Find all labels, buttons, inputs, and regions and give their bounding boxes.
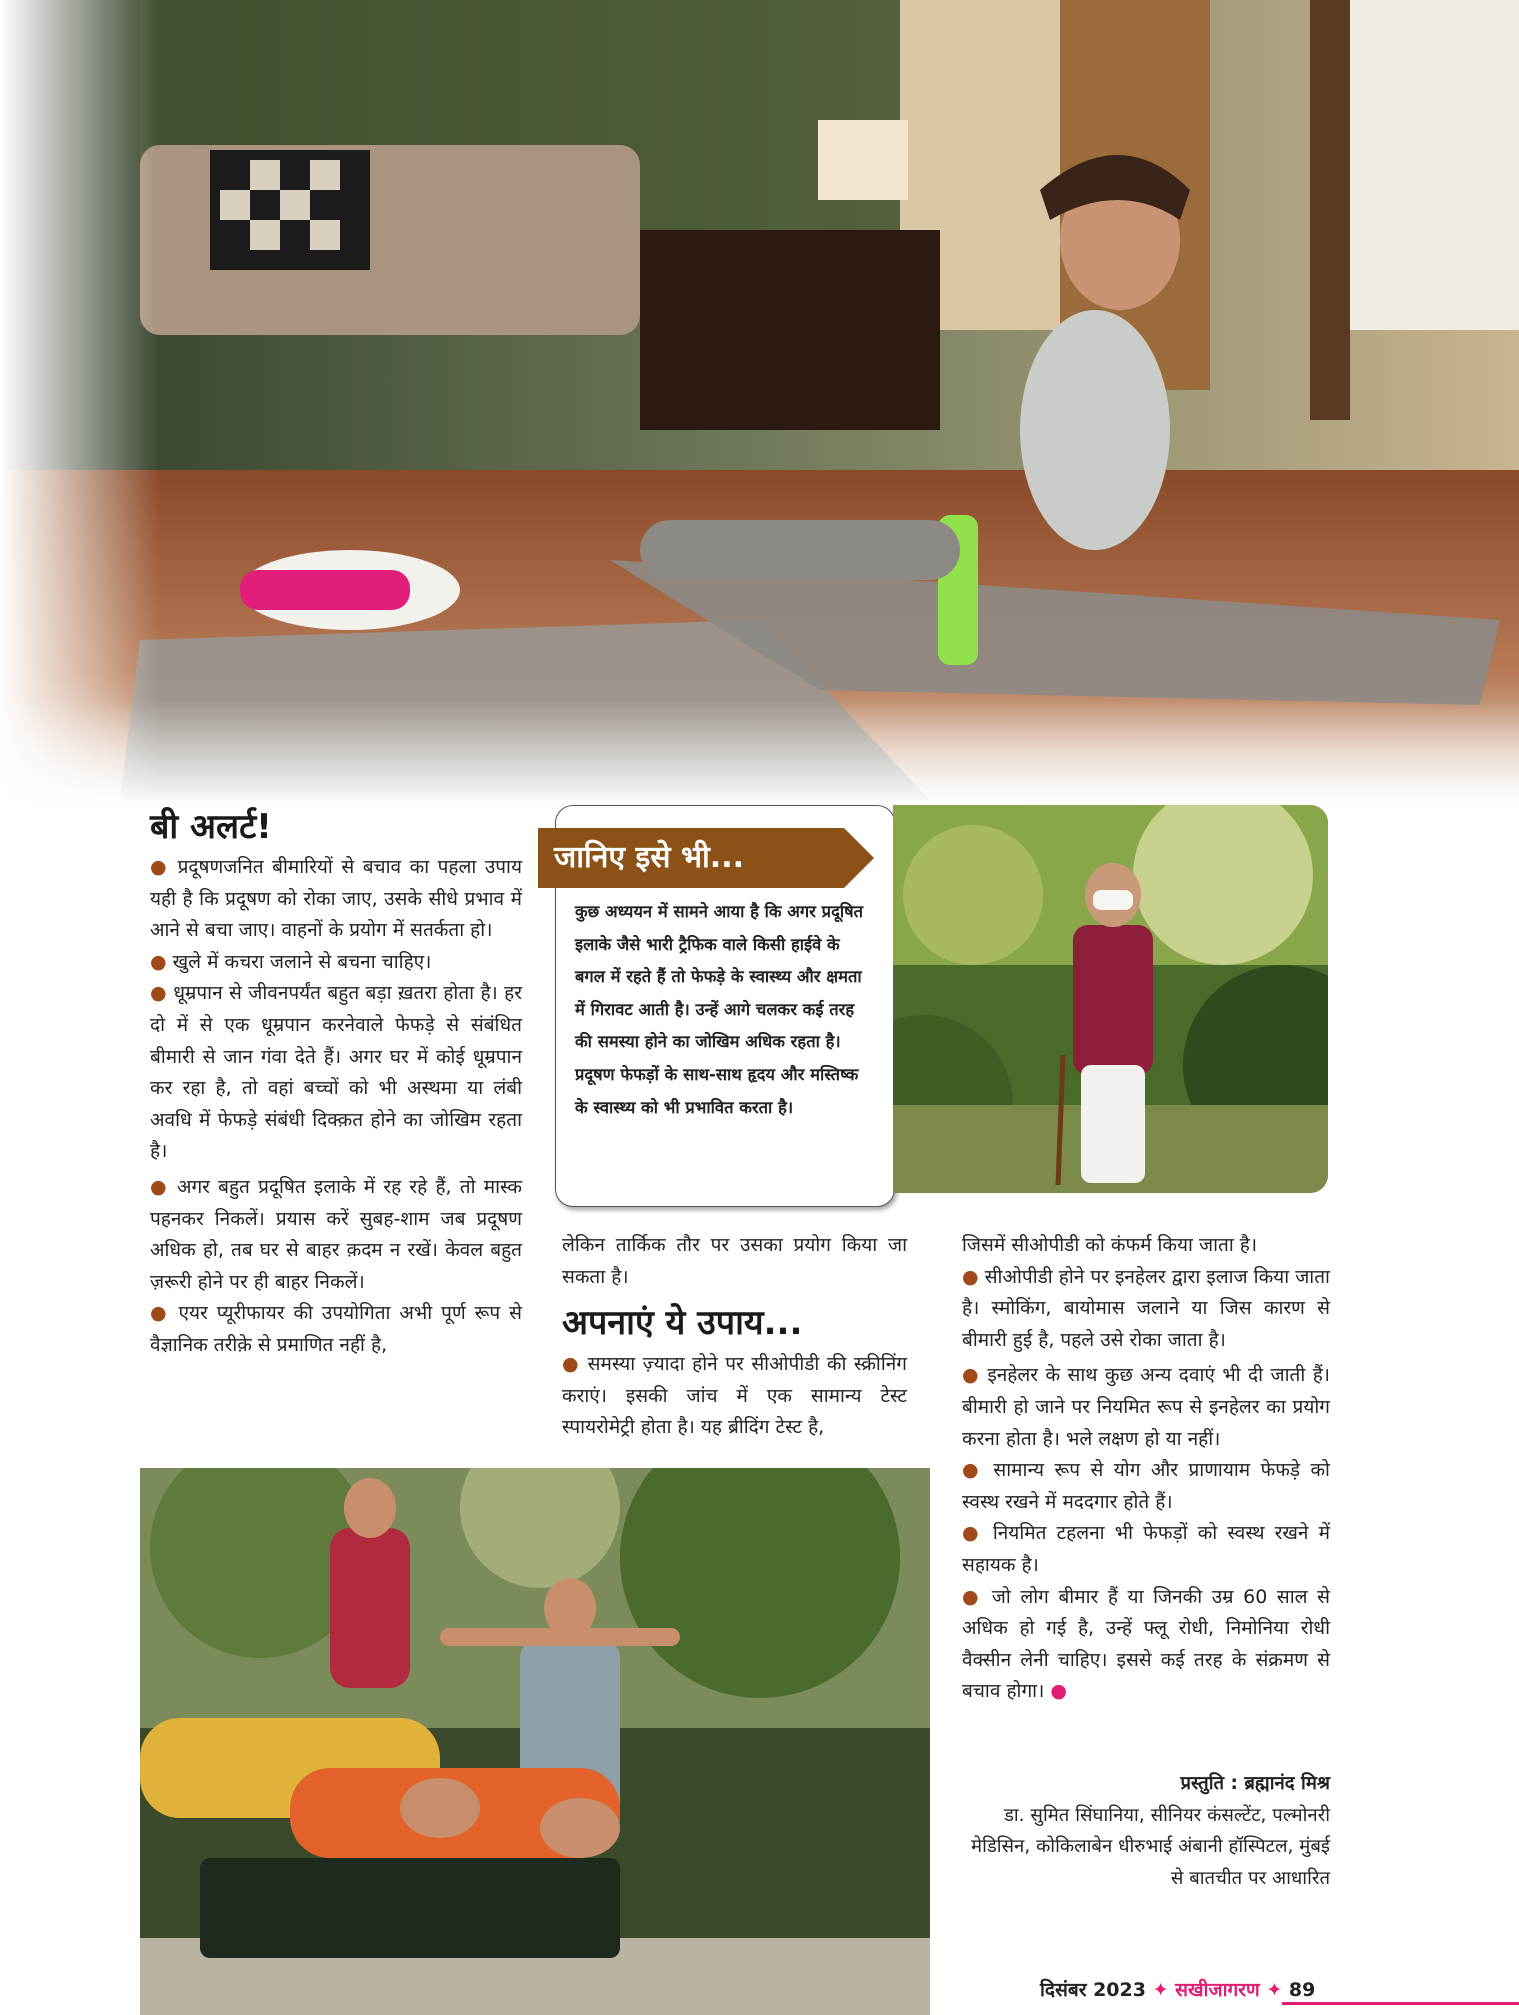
bullet-icon: ● [962, 1364, 980, 1387]
list-item: ● जो लोग बीमार हैं या जिनकी उम्र 60 साल से अधिक हो गई है, उन्हें फ्लू रोधी, निमोनिया रोधी वैक्सीन लेनी चाहिए। इससे कई तरह के संक्रमण से बचाव होगा। ● [962, 1585, 1330, 1703]
list-item: ● प्रदूषणजनित बीमारियों से बचाव का पहला उपाय यही है कि प्रदूषण को रोका जाए, उसके सीधे प्रभाव में आने से बचा जाए। वाहनों के प्रयोग में सतर्कता हो। [150, 856, 522, 942]
bullet-icon: ● [150, 982, 167, 1005]
info-box-text: कुछ अध्ययन में सामने आया है कि अगर प्रदूषित इलाके जैसे भारी ट्रैफिक वाले किसी हाईवे के बगल में रहते हैं तो फेफड़े के स्वास्थ्य और क्षमता में गिरावट आती है। उन्हें आगे चलकर कई तरह की समस्या होने का जोखिम अधिक रहता है। प्रदूषण फेफड़ों के साथ-साथ हृदय और मस्तिष्क के स्वास्थ्य को भी प्रभावित करता है। [575, 902, 864, 1117]
credit-block [960, 1768, 1330, 1894]
bullet-icon: ● [962, 1522, 983, 1545]
info-box-tag: जानिए इसे भी... [538, 828, 844, 888]
star-icon: ✦ [1152, 1979, 1169, 2001]
middle-column [562, 1230, 907, 1444]
page-number: 89 [1288, 1979, 1316, 2001]
bullet-icon: ● [150, 1175, 169, 1198]
footer-rule [1282, 2002, 1519, 2005]
footer-month: दिसंबर 2023 [1040, 1979, 1146, 2001]
credit-presenter: प्रस्तुति : ब्रह्मानंद मिश्र [1180, 1773, 1330, 1794]
list-item: ● सामान्य रूप से योग और प्राणायाम फेफड़े को स्वस्थ रखने में मददगार होते हैं। [962, 1459, 1330, 1513]
right-column [962, 1230, 1330, 1708]
photo-park-exercise [140, 1468, 930, 2015]
photo-masked-man [893, 805, 1328, 1193]
list-item: ● अगर बहुत प्रदूषित इलाके में रह रहे हैं, तो मास्क पहनकर निकलें। प्रयास करें सुबह-शाम जब प्रदूषण अधिक हो, तब घर से बाहर क़दम न रखें। केवल बहुत ज़रूरी होने पर ही बाहर निकलें। [150, 1175, 522, 1293]
end-mark-icon: ● [1050, 1680, 1067, 1703]
continued-text: लेकिन तार्किक तौर पर उसका प्रयोग किया जा सकता है। [562, 1234, 907, 1288]
list-item: ● खुले में कचरा जलाने से बचना चाहिए। [150, 950, 432, 973]
brand-name-a: सखी [1175, 1979, 1209, 2001]
bullet-icon: ● [562, 1353, 581, 1376]
star-icon: ✦ [1266, 1979, 1283, 2001]
list-item: ● धूम्रपान से जीवनपर्यंत बहुत बड़ा ख़तरा होता है। हर दो में से एक धूम्रपान करनेवाले फेफड़े से संबंधित बीमारी से जान गंवा देते हैं। अगर घर में कोई धूम्रपान कर रहा है, तो वहां बच्चों को भी अस्थमा या लंबी अवधि में फेफड़े संबंधी दिक्क़त होने का जोखिम रहता है। [150, 982, 522, 1163]
bullet-icon: ● [150, 1302, 170, 1325]
page-footer [1040, 1976, 1340, 2002]
continued-text: जिसमें सीओपीडी को कंफर्म किया जाता है। [962, 1234, 1258, 1256]
bullet-icon: ● [962, 1265, 979, 1288]
alert-heading: बी अलर्ट! [150, 807, 272, 847]
bullet-icon: ● [962, 1585, 983, 1608]
list-item: ● समस्या ज़्यादा होने पर सीओपीडी की स्क्रीनिंग कराएं। इसकी जांच में एक सामान्य टेस्ट स्पायरोमेट्री होता है। यह ब्रीदिंग टेस्ट है, [562, 1353, 907, 1439]
hero-photo-yoga [0, 0, 1519, 808]
list-item: ● सीओपीडी होने पर इनहेलर द्वारा इलाज किया जाता है। स्मोकिंग, बायोमास जलाने या जिस कारण से बीमारी हुई है, पहले उसे रोका जाता है। [962, 1265, 1330, 1351]
bullet-icon: ● [150, 950, 167, 973]
list-item: ● इनहेलर के साथ कुछ अन्य दवाएं भी दी जाती हैं। बीमारी हो जाने पर नियमित रूप से इनहेलर का प्रयोग करना होता है। भले लक्षण हो या नहीं। [962, 1364, 1330, 1450]
remedies-heading: अपनाएं ये उपाय... [562, 1303, 803, 1344]
brand-name-b: जागरण [1208, 1979, 1260, 2001]
alert-column [150, 852, 522, 1362]
bullet-icon: ● [962, 1459, 983, 1482]
bullet-icon: ● [150, 856, 170, 878]
credit-source: डा. सुमित सिंघानिया, सीनियर कंसल्टेंट, पल्मोनरी मेडिसिन, कोकिलाबेन धीरुभाई अंबानी हॉस्पिटल, मुंबई से बातचीत पर आधारित [971, 1804, 1330, 1889]
list-item: ● एयर प्यूरीफायर की उपयोगिता अभी पूर्ण रूप से वैज्ञानिक तरीक़े से प्रमाणित नहीं है, [150, 1302, 522, 1356]
list-item: ● नियमित टहलना भी फेफड़ों को स्वस्थ रखने में सहायक है। [962, 1522, 1330, 1576]
